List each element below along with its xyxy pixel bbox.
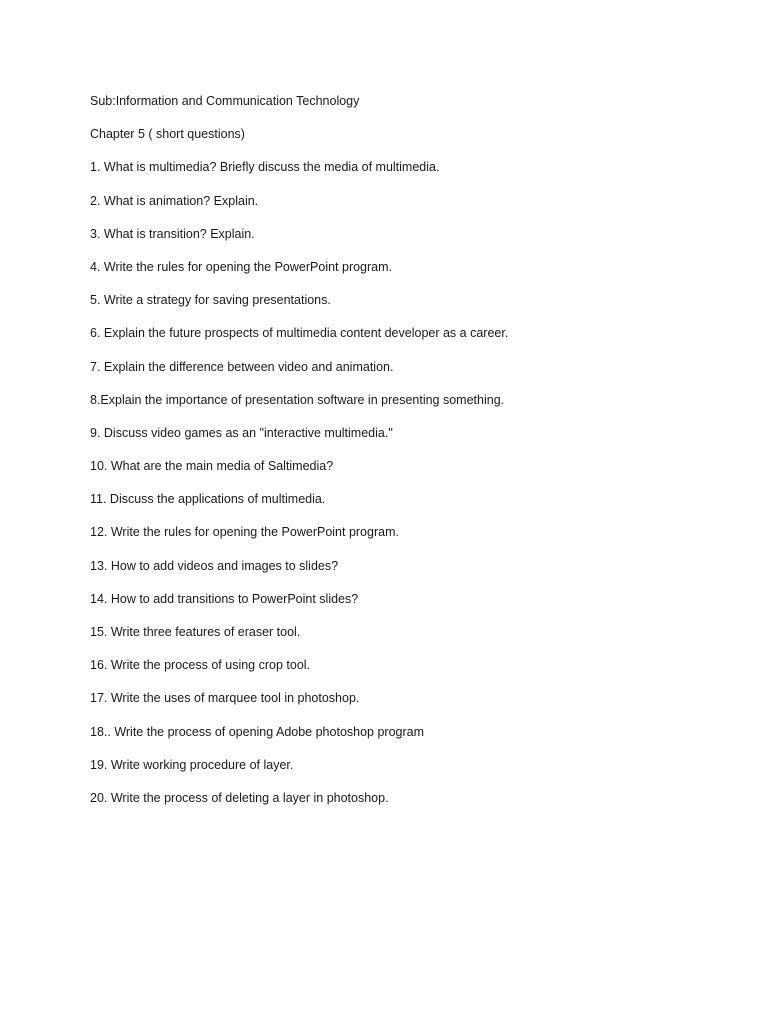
question-item: 17. Write the uses of marquee tool in photoshop. [90, 691, 360, 706]
question-item: 10. What are the main media of Saltimedia? [90, 459, 334, 474]
question-item: 20. Write the process of deleting a layer in photoshop. [90, 790, 389, 805]
question-item: 7. Explain the difference between video and animation. [90, 359, 394, 374]
subject-heading: Sub:Information and Communication Technology [90, 94, 360, 108]
question-item: 18.. Write the process of opening Adobe photoshop program [90, 724, 425, 739]
question-item: 3. What is transition? Explain. [90, 226, 255, 241]
question-item: 9. Discuss video games as an "interactive multimedia." [90, 425, 393, 440]
question-item: 13. How to add videos and images to slides? [90, 558, 339, 573]
question-item: 6. Explain the future prospects of multimedia content developer as a career. [90, 326, 509, 341]
chapter-heading: Chapter 5 ( short questions) [90, 127, 245, 142]
question-item: 8.Explain the importance of presentation software in presenting something. [90, 392, 505, 407]
question-item: 15. Write three features of eraser tool. [90, 625, 301, 639]
question-item: 4. Write the rules for opening the PowerPoint program. [90, 259, 393, 274]
question-item: 12. Write the rules for opening the PowerPoint program. [90, 525, 399, 540]
question-item: 1. What is multimedia? Briefly discuss the media of multimedia. [90, 160, 440, 175]
question-item: 14. How to add transitions to PowerPoint slides? [90, 591, 359, 606]
question-item: 11. Discuss the applications of multimedia. [90, 492, 326, 507]
question-item: 16. Write the process of using crop tool. [90, 658, 311, 673]
question-item: 5. Write a strategy for saving presentations. [90, 293, 331, 308]
document-body [90, 93, 730, 823]
question-item: 2. What is animation? Explain. [90, 193, 259, 208]
question-item: 19. Write working procedure of layer. [90, 757, 294, 772]
